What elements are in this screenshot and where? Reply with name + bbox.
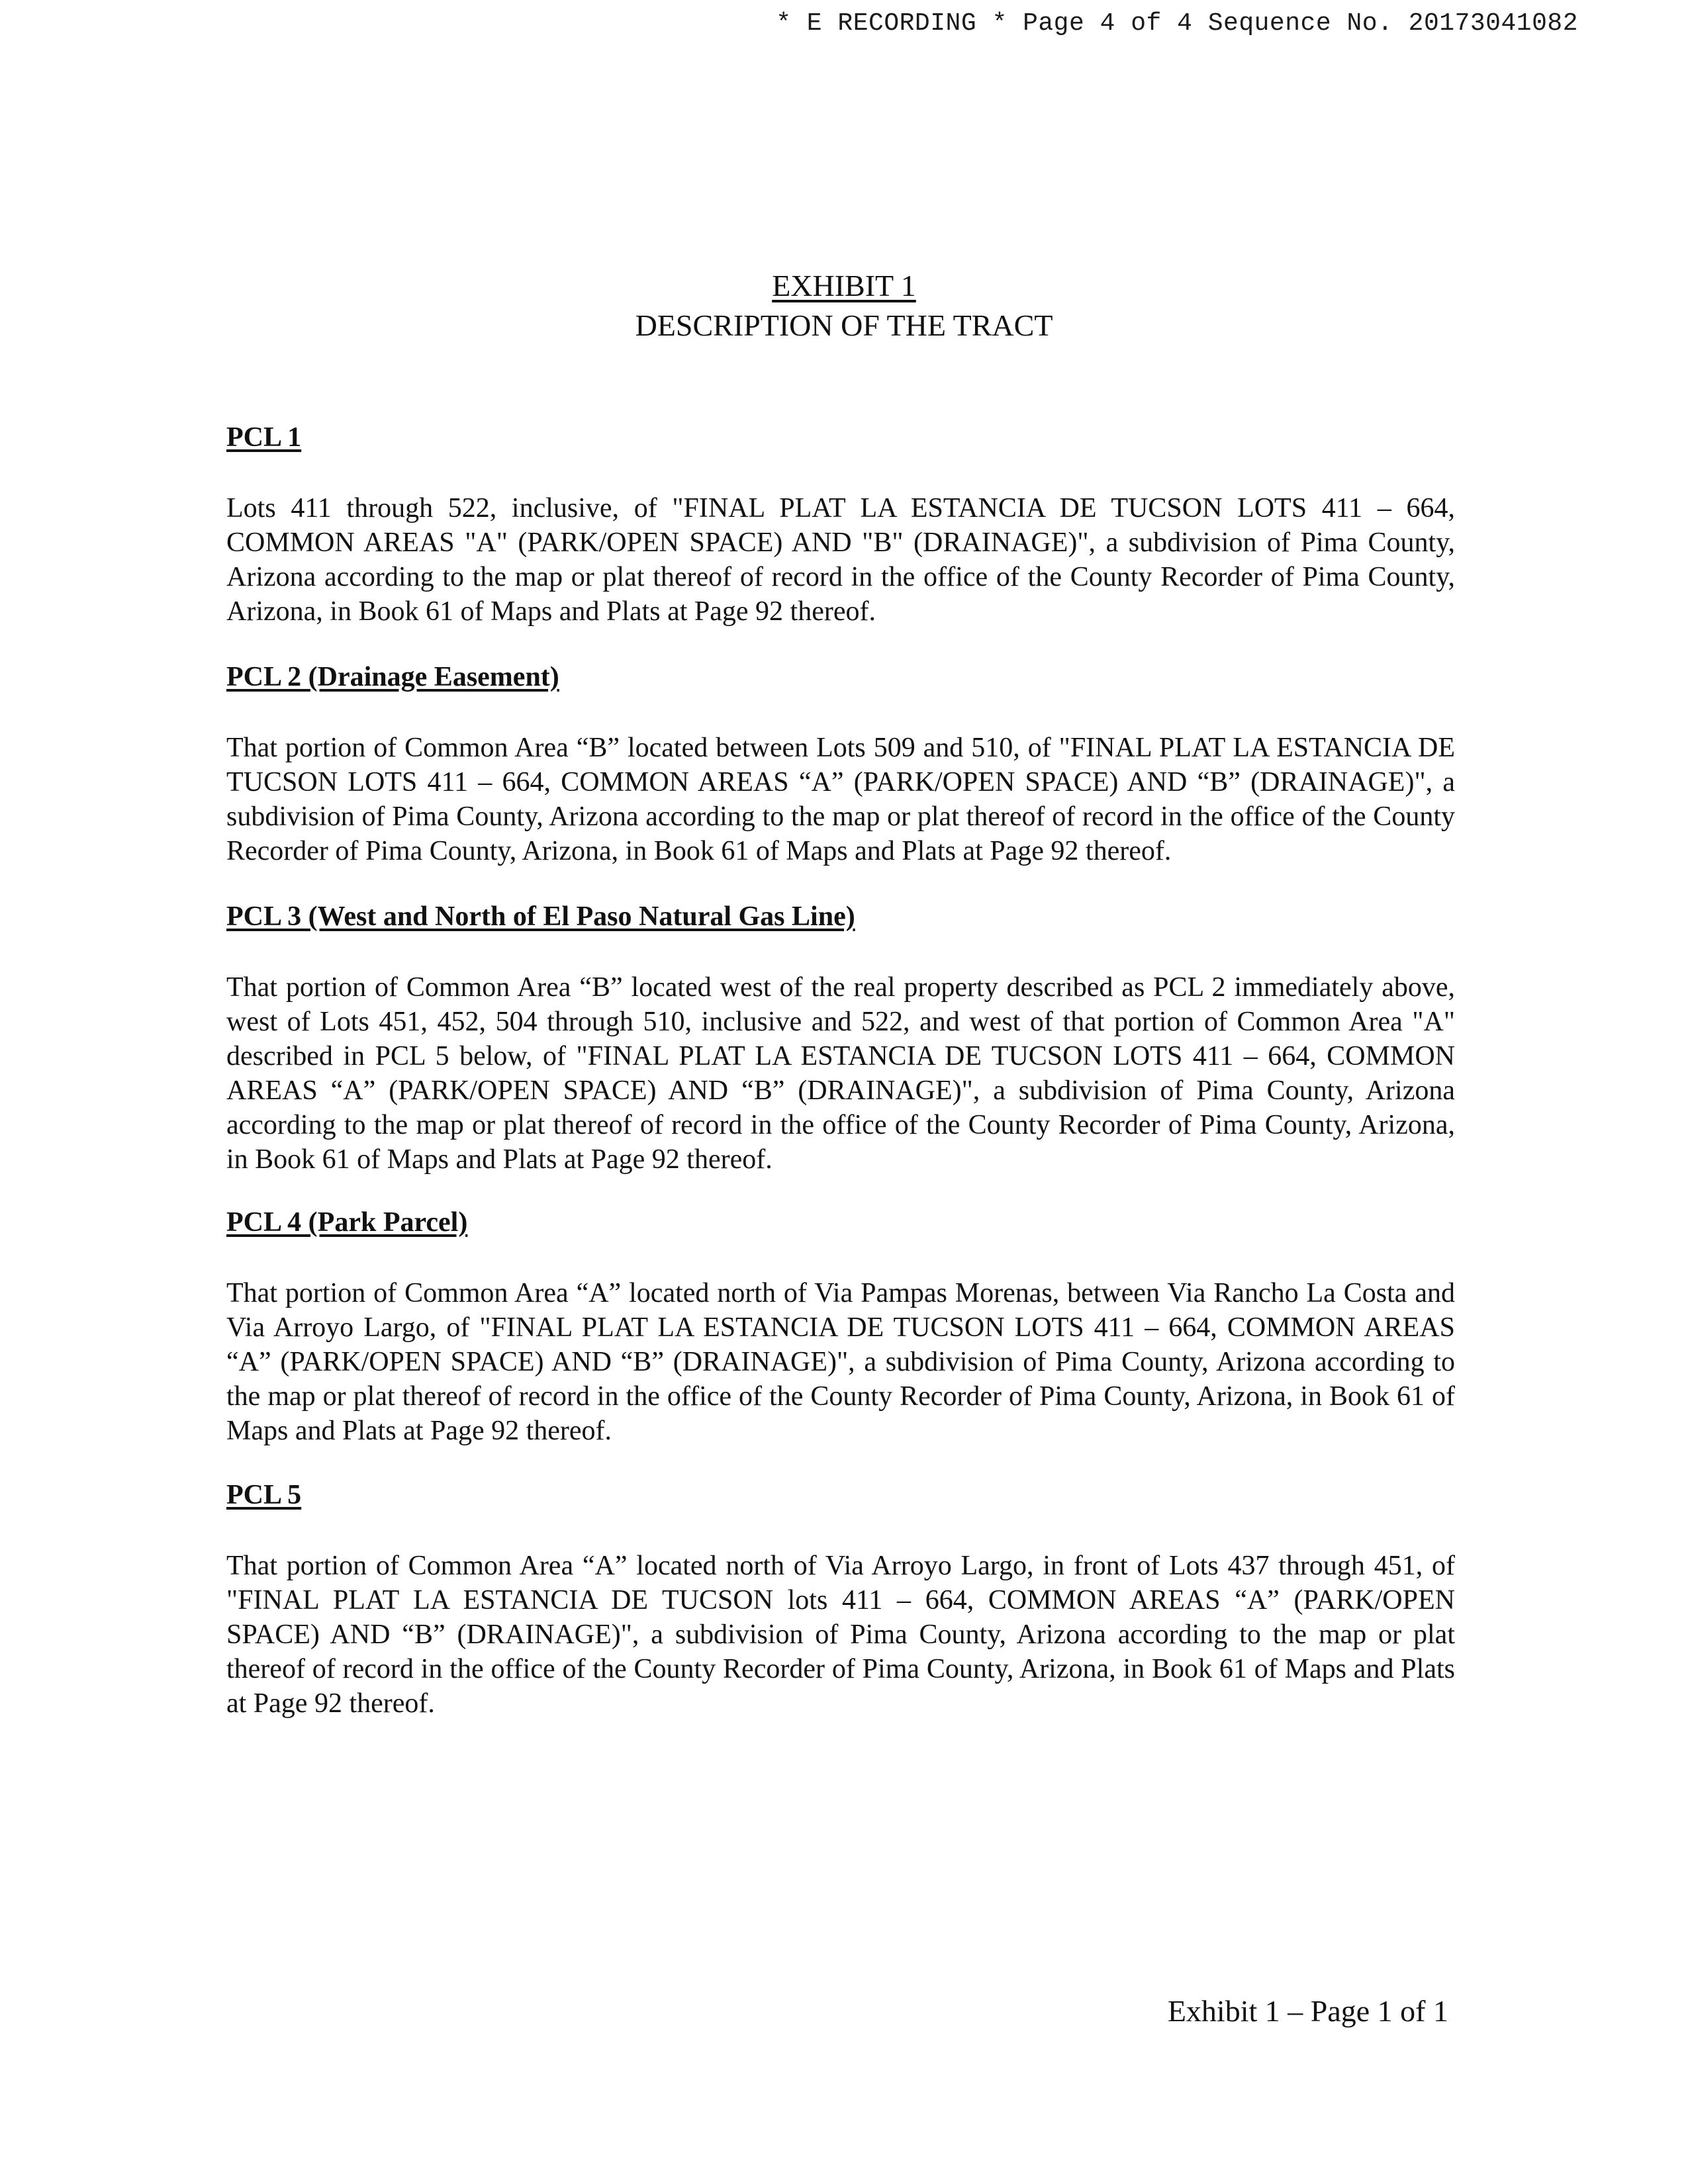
parcel-pcl-2 — [226, 660, 1455, 868]
parcel-description: That portion of Common Area “A” located north of Via Arroyo Largo, in front of Lots 437 through 451, of "FINAL PLAT LA ESTANCIA DE TUCSON lots 411 – 664, COMMON AREAS “A” (PARK/OPEN SPACE) AND “B” (DRAINAGE)", a subdivision of Pima County, Arizona according to the map or plat thereof of record in the office of the County Recorder of Pima County, Arizona, in Book 61 of Maps and Plats at Page 92 thereof. — [226, 1551, 1455, 1719]
recording-header: * E RECORDING * Page 4 of 4 Sequence No. 20173041082 — [776, 9, 1578, 38]
parcel-pcl-4 — [226, 1206, 1455, 1448]
exhibit-subtitle: DESCRIPTION OF THE TRACT — [635, 308, 1053, 342]
parcel-heading: PCL 4 (Park Parcel) — [226, 1207, 468, 1238]
parcel-list — [226, 421, 1455, 1721]
parcel-heading: PCL 3 (West and North of El Paso Natural Gas Line) — [226, 901, 855, 932]
parcel-heading: PCL 1 — [226, 422, 302, 453]
parcel-pcl-3 — [226, 900, 1455, 1177]
parcel-pcl-1 — [226, 421, 1455, 629]
parcel-pcl-5 — [226, 1479, 1455, 1721]
parcel-heading: PCL 5 — [226, 1480, 302, 1510]
parcel-description: That portion of Common Area “A” located north of Via Pampas Morenas, between Via Rancho La Costa and Via Arroyo Largo, of "FINAL PLAT LA ESTANCIA DE TUCSON LOTS 411 – 664, COMMON AREAS “A” (PARK/OPEN SPACE) AND “B” (DRAINAGE)", a subdivision of Pima County, Arizona according to the map or plat thereof of record in the office of the County Recorder of Pima County, Arizona, in Book 61 of Maps and Plats at Page 92 thereof. — [226, 1278, 1455, 1446]
parcel-heading: PCL 2 (Drainage Easement) — [226, 662, 559, 692]
parcel-description: That portion of Common Area “B” located between Lots 509 and 510, of "FINAL PLAT LA ESTANCIA DE TUCSON LOTS 411 – 664, COMMON AREAS “A” (PARK/OPEN SPACE) AND “B” (DRAINAGE)", a subdivision of Pima County, Arizona according to the map or plat thereof of record in the office of the County Recorder of Pima County, Arizona, in Book 61 of Maps and Plats at Page 92 thereof. — [226, 733, 1455, 866]
exhibit-title-block — [0, 266, 1688, 345]
page-footer: Exhibit 1 – Page 1 of 1 — [1167, 1994, 1448, 2028]
parcel-description: That portion of Common Area “B” located west of the real property described as PCL 2 immediately above, west of Lots 451, 452, 504 through 510, inclusive and 522, and west of that portion of Common Area "A" described in PCL 5 below, of "FINAL PLAT LA ESTANCIA DE TUCSON LOTS 411 – 664, COMMON AREAS “A” (PARK/OPEN SPACE) AND “B” (DRAINAGE)", a subdivision of Pima County, Arizona according to the map or plat thereof of record in the office of the County Recorder of Pima County, Arizona, in Book 61 of Maps and Plats at Page 92 thereof. — [226, 972, 1455, 1175]
parcel-description: Lots 411 through 522, inclusive, of "FINAL PLAT LA ESTANCIA DE TUCSON LOTS 411 – 664, COMMON AREAS "A" (PARK/OPEN SPACE) AND "B" (DRAINAGE)", a subdivision of Pima County, Arizona according to the map or plat thereof of record in the office of the County Recorder of Pima County, Arizona, in Book 61 of Maps and Plats at Page 92 thereof. — [226, 493, 1455, 627]
exhibit-title: EXHIBIT 1 — [772, 269, 916, 302]
